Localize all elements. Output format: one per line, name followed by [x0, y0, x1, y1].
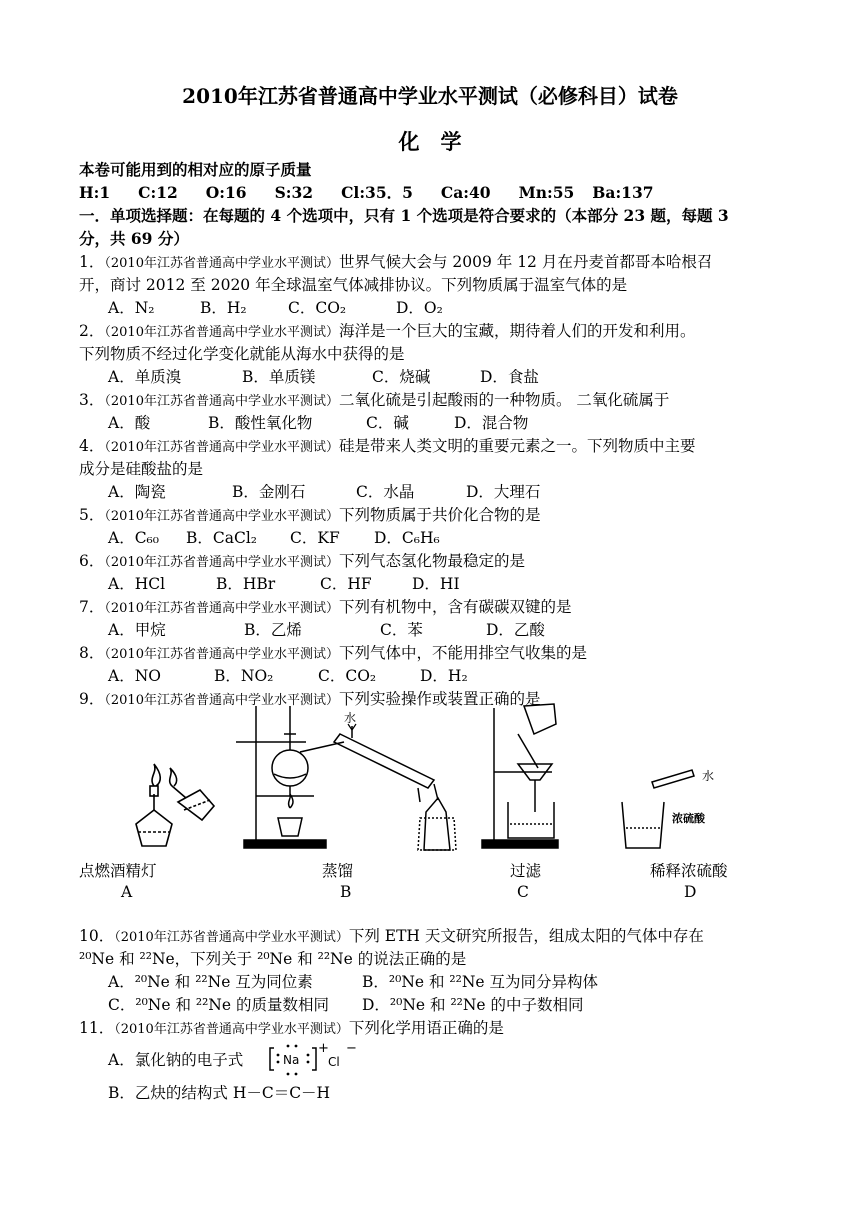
- q10-options-cd: C．²⁰Ne 和 ²²Ne 的质量数相同 D．²⁰Ne 和 ²²Ne 的中子数相同: [108, 996, 584, 1014]
- q4-options: A．陶瓷 B．金刚石 C．水晶 D．大理石: [108, 483, 541, 501]
- figure-b-water-label: 水: [344, 711, 357, 725]
- q3-options: A．酸 B．酸性氧化物 C．碱 D．混合物: [108, 414, 529, 432]
- section-instructions-1: 一．单项选择题：在每题的 4 个选项中，只有 1 个选项是符合要求的（本部分 23 题，每题 3: [79, 206, 729, 225]
- q11-option-a: A．氯化钠的电子式: [108, 1051, 244, 1069]
- mass-s: S:32: [274, 183, 314, 202]
- caption-b: 蒸馏: [322, 862, 354, 880]
- section-instructions-2: 分，共 69 分）: [79, 229, 189, 248]
- atomic-mass-values: [79, 183, 654, 203]
- letter-a: A: [121, 883, 133, 901]
- q7-options: A．甲烷 B．乙烯 C．苯 D．乙酸: [108, 621, 545, 639]
- q10-stem: 10．（2010年江苏省普通高中学业水平测试）下列 ETH 天文研究所报告，组成太阳的气体中存在: [79, 927, 704, 945]
- q6-options: A．HCl B．HBr C．HF D．HI: [108, 575, 460, 593]
- q10-stem-cont: ²⁰Ne 和 ²²Ne，下列关于 ²⁰Ne 和 ²²Ne 的说法正确的是: [79, 950, 467, 968]
- figure-a-alcohol-lamps: [128, 760, 218, 852]
- q8-options: A．NO B．NO₂ C．CO₂ D．H₂: [108, 667, 468, 685]
- formula-na: Na: [283, 1053, 300, 1067]
- figure-d-water-label: 水: [702, 769, 715, 783]
- mass-o: O:16: [205, 183, 247, 202]
- nacl-electron-formula: [266, 1038, 362, 1078]
- figure-d-acid-label: 浓硫酸: [672, 812, 705, 825]
- q8-stem: 8．（2010年江苏省普通高中学业水平测试）下列气体中，不能用排空气收集的是: [79, 644, 587, 662]
- figure-c-filtration: [478, 700, 568, 850]
- q5-options: A．C₆₀ B．CaCl₂ C．KF D．C₆H₆: [108, 529, 440, 547]
- q3-stem: 3．（2010年江苏省普通高中学业水平测试）二氧化硫是引起酸雨的一种物质。 二氧化硫属于: [79, 391, 670, 409]
- q1-stem: 1．（2010年江苏省普通高中学业水平测试）世界气候大会与 2009 年 12 月在丹麦首都哥本哈根召: [79, 253, 713, 271]
- q1-options: [108, 298, 443, 318]
- q10-options-ab: A．²⁰Ne 和 ²²Ne 互为同位素 B．²⁰Ne 和 ²²Ne 互为同分异构体: [108, 973, 598, 991]
- q11-option-b: B．乙炔的结构式 H－C＝C－H: [108, 1084, 331, 1102]
- mass-ba: Ba:137: [592, 183, 654, 202]
- q2-options: A．单质溴 B．单质镁 C．烧碱 D．食盐: [108, 368, 539, 386]
- atomic-mass-heading: 本卷可能用到的相对应的原子质量: [79, 160, 312, 179]
- q1-stem-cont: 开，商讨 2012 至 2020 年全球温室气体减排协议。下列物质属于温室气体的是: [79, 276, 628, 294]
- figure-b-distillation: [228, 700, 468, 852]
- subject-title: 化 学: [398, 129, 462, 154]
- q5-stem: 5．（2010年江苏省普通高中学业水平测试）下列物质属于共价化合物的是: [79, 506, 541, 524]
- q6-stem: 6．（2010年江苏省普通高中学业水平测试）下列气态氢化物最稳定的是: [79, 552, 525, 570]
- letter-d: D: [684, 883, 697, 901]
- letter-b: B: [340, 883, 352, 901]
- q9-stem: 9．（2010年江苏省普通高中学业水平测试）下列实验操作或装置正确的是: [79, 690, 541, 708]
- q1-option-a: A．N₂: [108, 299, 155, 317]
- caption-a: 点燃酒精灯: [79, 862, 157, 880]
- q1-option-b: B．H₂: [200, 299, 247, 317]
- q7-stem: 7．（2010年江苏省普通高中学业水平测试）下列有机物中，含有碳碳双键的是: [79, 598, 572, 616]
- caption-d: 稀释浓硫酸: [650, 862, 728, 880]
- q1-option-d: D．O₂: [396, 299, 443, 317]
- mass-h: H:1: [79, 183, 111, 202]
- q2-stem-cont: 下列物质不经过化学变化就能从海水中获得的是: [79, 345, 405, 363]
- formula-cl: Cl: [328, 1055, 340, 1069]
- letter-c: C: [517, 883, 529, 901]
- q11-stem: 11．（2010年江苏省普通高中学业水平测试）下列化学用语正确的是: [79, 1019, 504, 1037]
- q4-stem-cont: 成分是硅酸盐的是: [79, 460, 204, 478]
- svg-text:−: −: [346, 1041, 357, 1056]
- source-tag: （2010年江苏省普通高中学业水平测试）: [104, 256, 339, 271]
- exam-title: 2010年江苏省普通高中学业水平测试（必修科目）试卷: [182, 84, 678, 108]
- mass-ca: Ca:40: [440, 183, 491, 202]
- mass-cl: Cl:35．5: [341, 183, 413, 202]
- mass-mn: Mn:55: [518, 183, 575, 202]
- q4-stem: 4．（2010年江苏省普通高中学业水平测试）硅是带来人类文明的重要元素之一。下列物质中主要: [79, 437, 696, 455]
- q1-option-c: C．CO₂: [288, 299, 347, 317]
- figure-d-dilution: [612, 768, 730, 850]
- mass-c: C:12: [138, 183, 178, 202]
- q2-stem: 2．（2010年江苏省普通高中学业水平测试）海洋是一个巨大的宝藏，期待着人们的开发和利用。: [79, 322, 696, 340]
- svg-text:+: +: [318, 1041, 329, 1056]
- caption-c: 过滤: [510, 862, 542, 880]
